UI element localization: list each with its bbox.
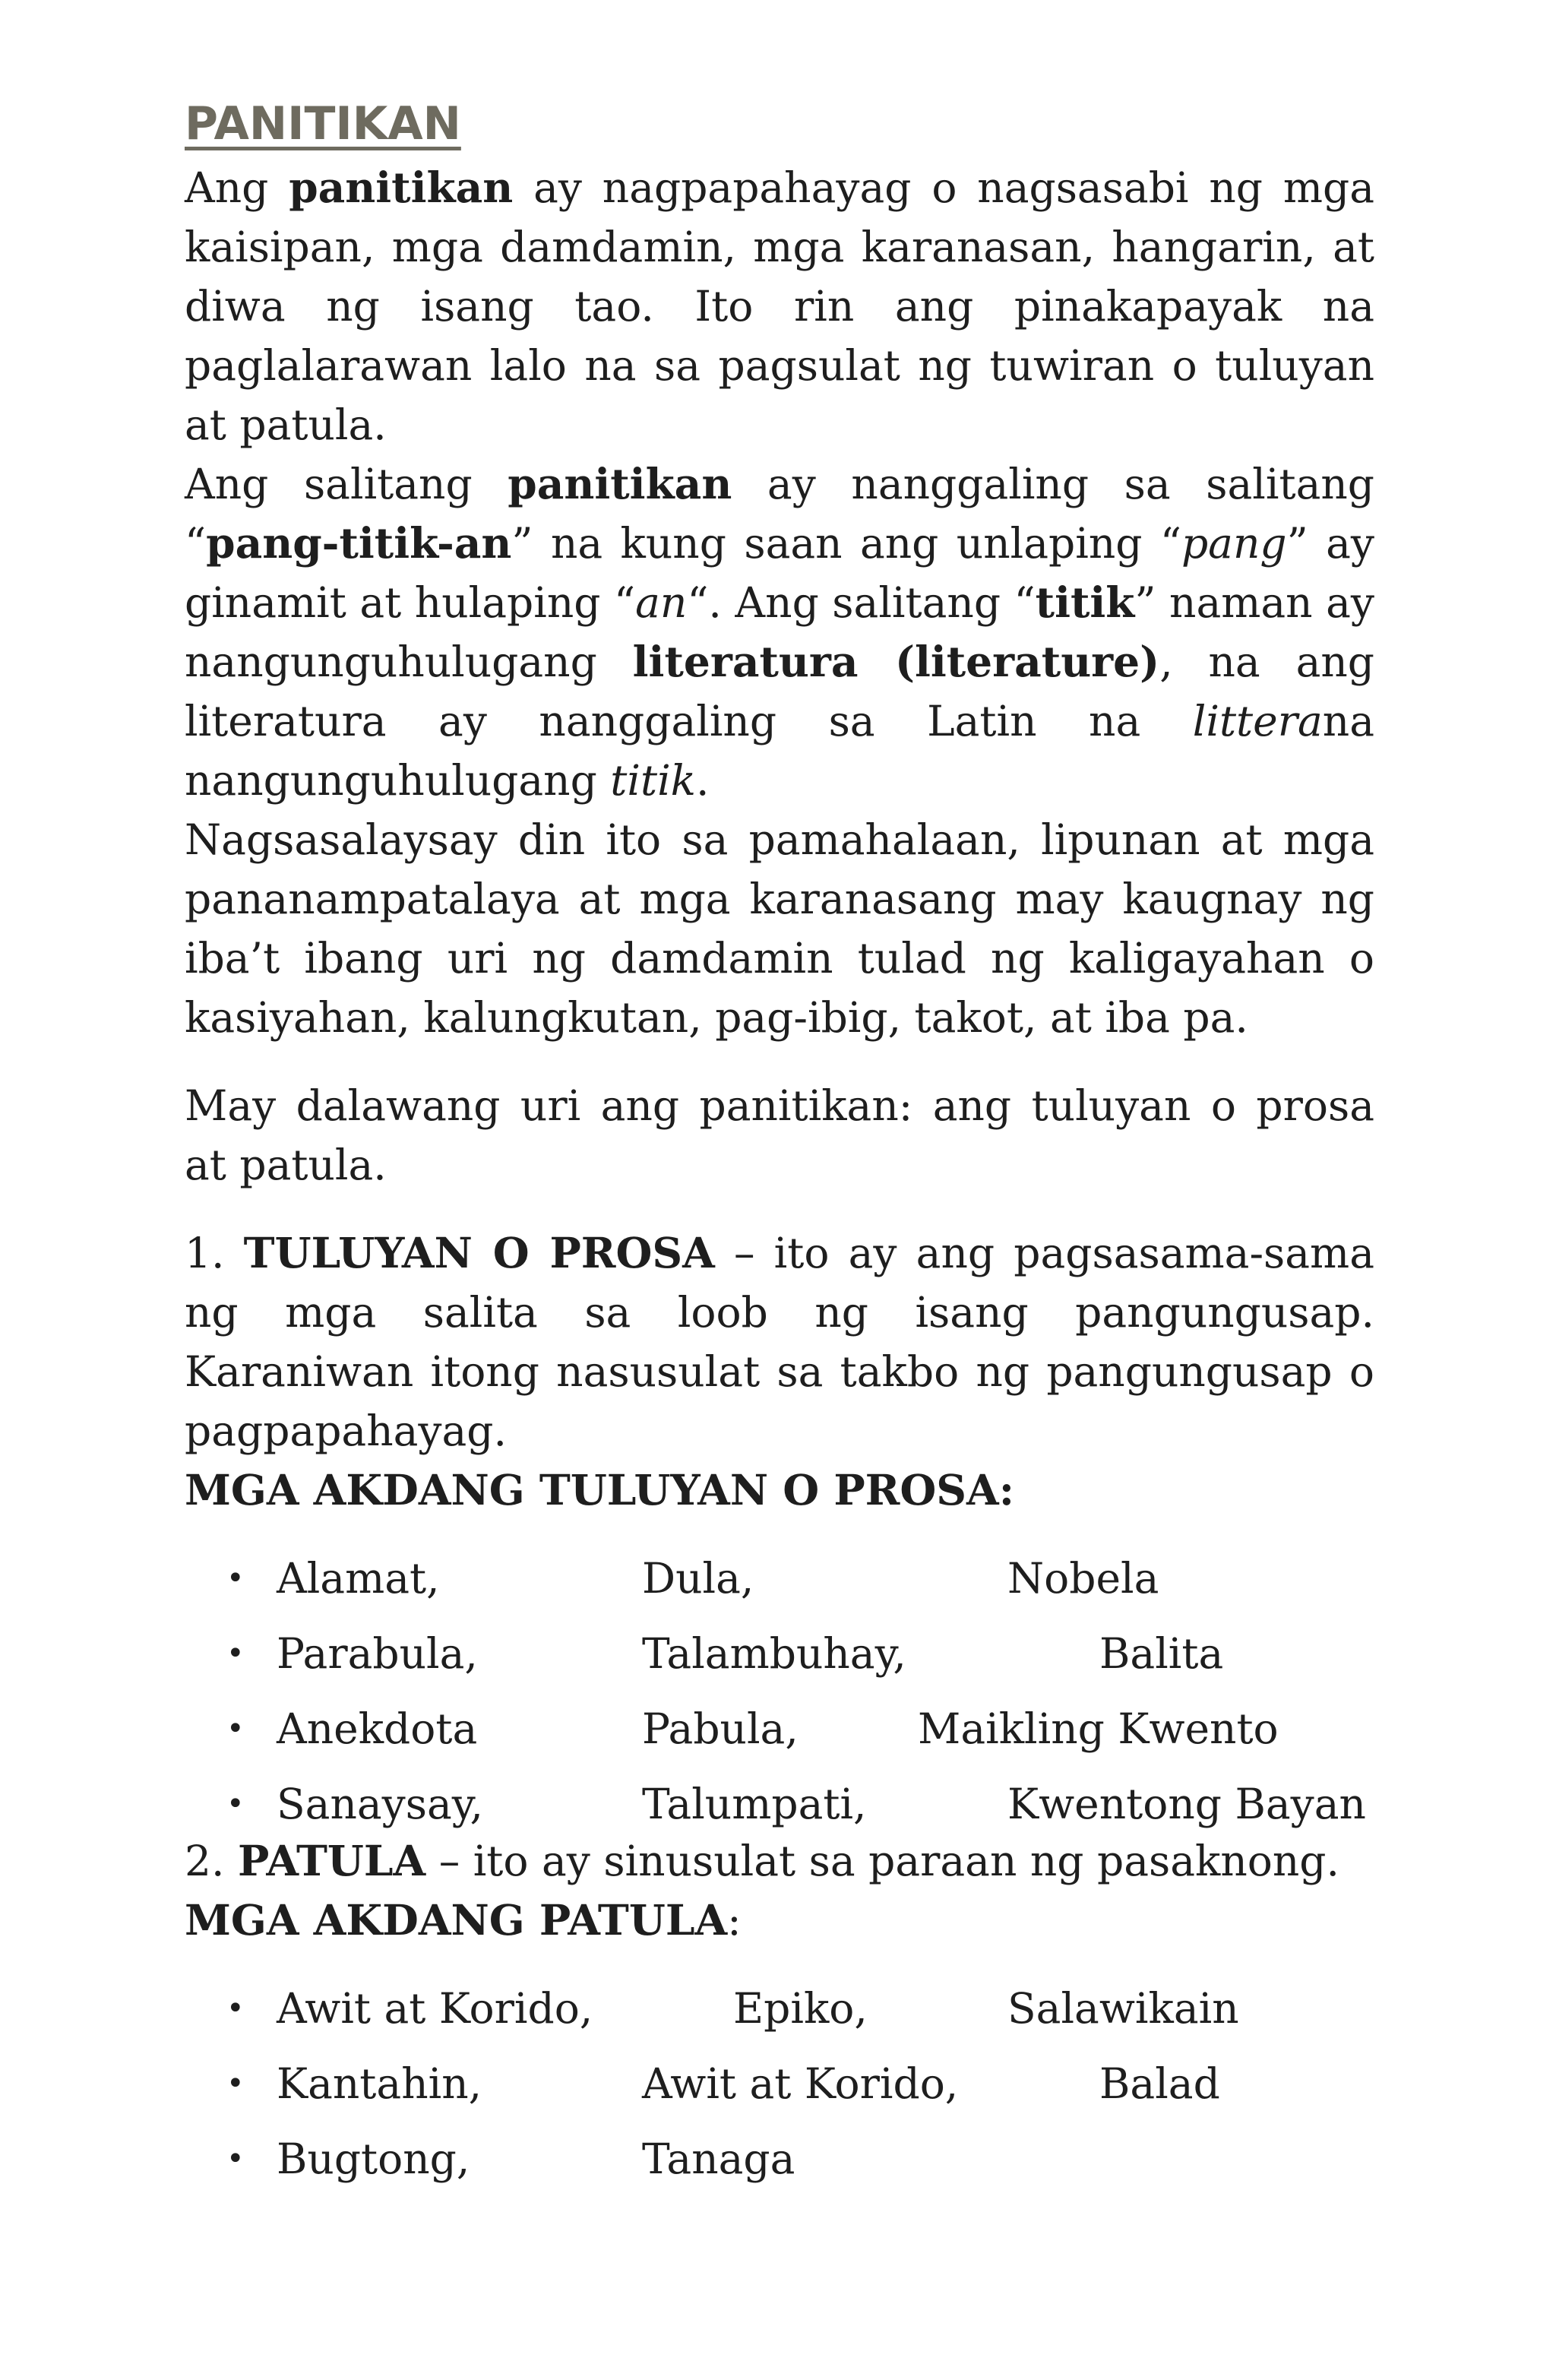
bullet-icon: • [226, 1711, 245, 1746]
list-patula [185, 1971, 1374, 2197]
list-item-text: Maikling Kwento [918, 1704, 1279, 1753]
list-item-text: Bugtong, [277, 2135, 470, 2183]
list-item-text: Awit at Korido, [642, 2059, 959, 2108]
bullet-icon: • [226, 1636, 245, 1671]
list-item [185, 1971, 1374, 2046]
list-tuluyan [185, 1541, 1374, 1842]
bullet-icon: • [226, 2141, 245, 2176]
paragraph-narration: Nagsasalaysay din ito sa pamahalaan, lipunan at mga pananampatalaya at mga karanasang may kaugnay ng iba’t ibang uri ng damdamin tulad ng kaligayahan o kasiyahan, kalungkutan, pag-ibig, takot, at iba pa. [185, 815, 1374, 1042]
page-title: PANITIKAN [185, 97, 461, 150]
list-item-text: Balad [1099, 2059, 1220, 2108]
list-item [185, 1767, 1374, 1842]
list-heading-patula: MGA AKDANG PATULA: [185, 1895, 742, 1945]
list-item [185, 2122, 1374, 2197]
bullet-icon: • [226, 1561, 245, 1596]
list-item-text: Pabula, [642, 1704, 799, 1753]
list-item-text: Anekdota [277, 1704, 478, 1753]
section-tuluyan: 1. TULUYAN O PROSA – ito ay ang pagsasama-sama ng mga salita sa loob ng isang pangungusap. Karaniwan itong nasusulat sa takbo ng pangungusap o pagpapahayag. [185, 1228, 1374, 1455]
list-item-text: Salawikain [1007, 1984, 1239, 2033]
bullet-icon: • [226, 1991, 245, 2026]
bullet-icon: • [226, 2066, 245, 2101]
list-item [185, 1616, 1374, 1692]
list-item-text: Nobela [1007, 1554, 1159, 1603]
paragraph-types: May dalawang uri ang panitikan: ang tuluyan o prosa at patula. [185, 1081, 1374, 1189]
list-item-text: Awit at Korido, [277, 1984, 593, 2033]
bullet-icon: • [226, 1787, 245, 1821]
list-item-text: Tanaga [642, 2135, 795, 2183]
list-heading-tuluyan: MGA AKDANG TULUYAN O PROSA: [185, 1465, 1014, 1514]
list-item-text: Talambuhay, [642, 1629, 906, 1678]
list-item-text: Dula, [642, 1554, 754, 1603]
list-item-text: Parabula, [277, 1629, 478, 1678]
list-item-text: Kantahin, [277, 2059, 482, 2108]
list-item-text: Epiko, [733, 1984, 868, 2033]
section-patula: 2. PATULA – ito ay sinusulat sa paraan ng pasaknong. [185, 1836, 1339, 1885]
paragraph-etymology: Ang salitang panitikan ay nanggaling sa salitang “pang-titik-an” na kung saan ang unlaping “pang” ay ginamit at hulaping “an“. Ang salitang “titik” naman ay nangunguhulugang literatura (literature), na ang literatura ay nanggaling sa Latin na litterana nangunguhulugang titik. [185, 459, 1374, 805]
list-item [185, 2046, 1374, 2122]
list-item-text: Alamat, [277, 1554, 440, 1603]
document-page [185, 99, 1374, 2197]
list-item-text: Kwentong Bayan [1007, 1780, 1366, 1828]
paragraph-definition: Ang panitikan ay nagpapahayag o nagsasabi ng mga kaisipan, mga damdamin, mga karanasan, hangarin, at diwa ng isang tao. Ito rin ang pinakapayak na paglalarawan lalo na sa pagsulat ng tuwiran o tuluyan at patula. [185, 163, 1374, 449]
list-item-text: Balita [1099, 1629, 1224, 1678]
list-item-text: Sanaysay, [277, 1780, 484, 1828]
list-item-text: Talumpati, [642, 1780, 867, 1828]
list-item [185, 1541, 1374, 1616]
list-item [185, 1692, 1374, 1767]
